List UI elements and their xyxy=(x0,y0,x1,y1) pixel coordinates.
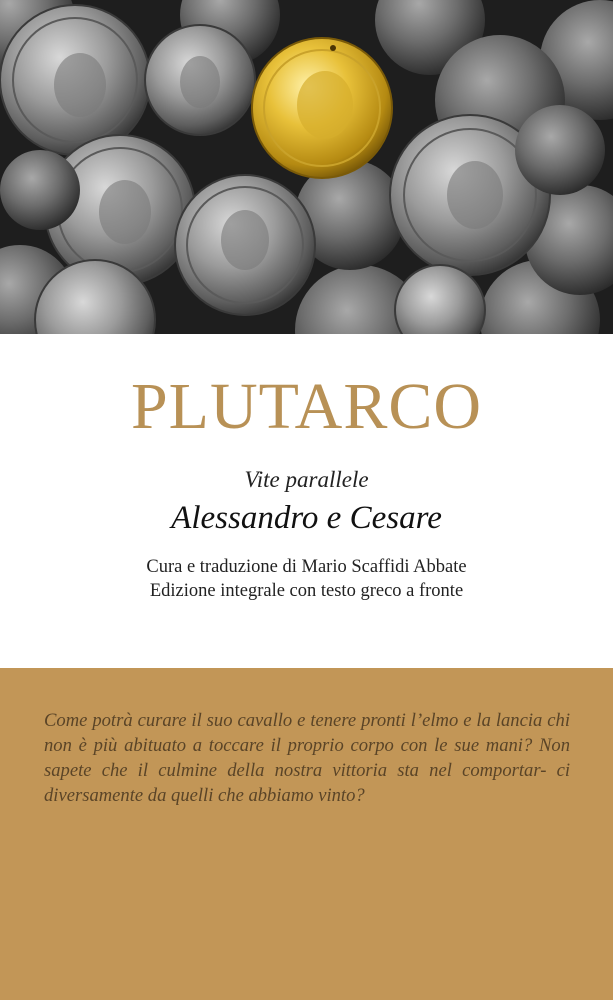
author-name: PLUTARCO xyxy=(130,370,483,443)
credit-translator: Cura e traduzione di Mario Scaffidi Abbate xyxy=(146,557,467,577)
gold-coin xyxy=(252,38,392,178)
quote-band xyxy=(0,668,613,1000)
quote-text: Come potrà curare il suo cavallo e tenere pronti l’elmo e la lancia chi non è più abituato a toccare il proprio corpo con le sue mani? Non sapete che il culmine della nostra vittoria sta nel comportar- ci diversamente da quelli che abbiamo vinto? xyxy=(44,710,570,806)
book-title: Alessandro e Cesare xyxy=(171,500,442,536)
title-panel xyxy=(0,334,613,668)
coins-photo xyxy=(0,0,613,334)
credit-edition: Edizione integrale con testo greco a fronte xyxy=(149,581,464,601)
series-subtitle: Vite parallele xyxy=(244,467,369,492)
